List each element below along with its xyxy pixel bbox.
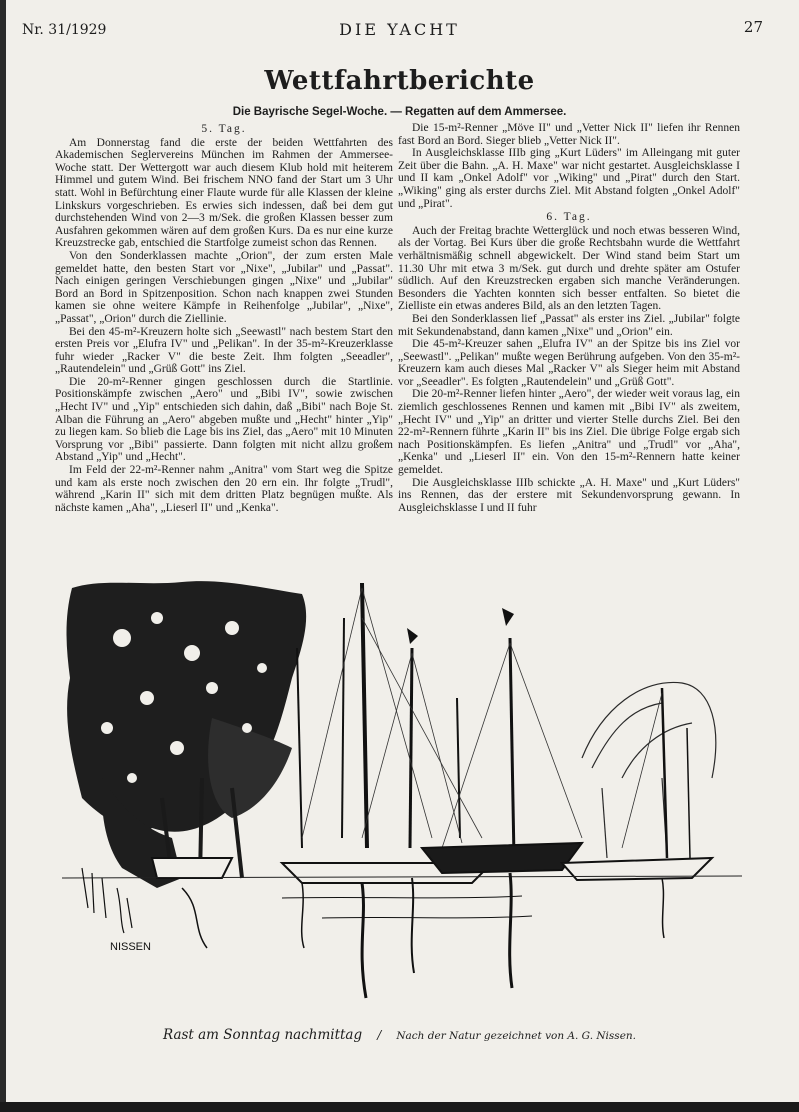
- caption-title: Rast am Sonntag nachmittag: [162, 1027, 363, 1043]
- paragraph: Die 20-m²-Renner gingen geschlossen durch die Startlinie. Positionskämpfe zwischen „Aero" und „Bibi IV", sowie zwischen „Hecht IV" und „Yip" entschieden sich dahin, daß „Bibi" nach Boje St. Alban die Führung an „Aero" abgeben mußte und „Hecht" hinter „Yip" zu liegen kam. So blieb die Lage bis ins Ziel, das „Aero" mit 10 Minuten Vorsprung vor „Bibi" passierte. Dann folgten mit nicht allzu großem Abstand „Yip" und „Hecht".: [55, 375, 393, 464]
- tree-foliage: [67, 581, 307, 888]
- paragraph: Die 20-m²-Renner liefen hinter „Aero", der wieder weit voraus lag, ein ziemlich geschlossenes Rennen und kamen mit „Bibi IV" als zweitem, „Hecht IV" und „Yip" an dritter und vierter Stelle durchs Ziel. Bei den 22-m²-Rennern führte „Karin II" bis ins Ziel. Die übrige Folge ergab sich nach Positionskämpfen. Es liefen „Anitra" und „Trudl" vor „Aha", „Kenka" und „Lieserl II" ein. Von den 15-m²-Rennern hatte keiner gemeldet.: [398, 388, 740, 477]
- paragraph: In Ausgleichsklasse IIIb ging „Kurt Lüders" im Alleingang mit guter Zeit über die Bahn. „A. H. Maxe" war nicht gestartet. Ausgleichsklasse I und II kam „Onkel Adolf" vor „Wiking" und „Pirat" durch den Start. „Wiking" ging als erster durchs Ziel. Mit Abstand folgten „Onkel Adolf" und „Pirat".: [398, 147, 740, 210]
- masts: [297, 583, 690, 858]
- paragraph: Bei den Sonderklassen lief „Passat" als erster ins Ziel. „Jubilar" folgte mit Sekundenabstand, dann kamen „Nixe" und „Orion" ein.: [398, 312, 740, 338]
- paragraph: Von den Sonderklassen machte „Orion", der zum ersten Male gemeldet hatte, den besten Start vor „Nixe", „Jubilar" und „Passat". Nach einigen geringen Verschiebungen gingen „Nixe" und „Jubilar" Bord an Bord in Spitzenposition. Schon nach knappen zwei Stunden kamen sie ohne weitere Kämpfe in Reihenfolge „Jubilar", „Nixe", „Passat", „Orion" durch die Ziellinie.: [55, 249, 393, 325]
- day-heading: 6. Tag.: [546, 211, 592, 224]
- scan-edge-left: [0, 0, 6, 1112]
- scan-edge-bottom: [0, 1102, 799, 1112]
- background-trees: [582, 682, 716, 858]
- water-reflections: [182, 873, 664, 998]
- illustration-caption: [0, 1024, 799, 1043]
- paragraph: Auch der Freitag brachte Wetterglück und noch etwas besseren Wind, als der Vortag. Bei Kurs über die große Rechtsbahn wurde die Wettfahrt verhältnismäßig schnell abgewickelt. Der Wind stand beim Start um 11.30 Uhr mit etwa 3 m/Sek. gut durch und drehte später am Ostufer südlich. Auf den Kreuzstrecken ergaben sich manche Veränderungen. Besonders die Yachten konnten sich besser entfalten. So bietet die Zielliste ein etwas anderes Bild, als an den letzten Tagen.: [398, 224, 740, 313]
- day-heading: 5. Tag.: [201, 123, 247, 135]
- paragraph: Die 15-m²-Renner „Möve II" und „Vetter Nick II" liefen ihr Rennen fast Bord an Bord. Sieger blieb „Vetter Nick II".: [398, 122, 740, 147]
- caption-separator: /: [377, 1028, 382, 1042]
- right-text-column: [398, 122, 740, 552]
- paragraph: Im Feld der 22-m²-Renner nahm „Anitra" vom Start weg die Spitze und kam als erste noch zwischen den 20 ern ein. Ihr folgte „Trudl", während „Karin II" sich mit dem dritten Platz begnügen mußte. Als nächste kamen „Aha", „Lieserl II" und „Kenka".: [55, 464, 393, 514]
- sailboat-illustration: [62, 578, 742, 1018]
- page-number: 27: [743, 18, 763, 36]
- paragraph: Am Donnerstag fand die erste der beiden Wettfahrten des Akademischen Seglervereins München im Rahmen der Ammersee-Woche statt. Der Wettergott war auch diesem Klub hold mit heiterem Himmel und gutem Wind. Bei frischem NNO fand der Start um 3 Uhr statt. Wohl in Befürchtung einer Flaute wurde für alle Klassen der kleine Linkskurs vorgeschrieben. Es erwies sich indessen, daß bei dem gut durchstehenden Wind von 2—3 m/Sek. die großen Klassen besser zum Ausfahren gekommen wären auf dem großen Kurs. Da es nur eine kurze Kreuzstrecke gab, entschied die Startfolge zumeist schon das Rennen.: [55, 136, 393, 250]
- artist-signature: NISSEN: [110, 941, 151, 953]
- caption-credit: Nach der Natur gezeichnet von A. G. Nissen.: [396, 1030, 637, 1042]
- flags: [407, 608, 514, 644]
- left-text-column: [55, 122, 393, 552]
- paragraph: Die Ausgleichsklasse IIIb schickte „A. H. Maxe" und „Kurt Lüders" ins Rennen, das der erstere mit Sekundenvorsprung gewann. In Ausgleichsklasse I und II fuhr: [398, 476, 740, 514]
- article-subtitle: Die Bayrische Segel-Woche. — Regatten auf dem Ammersee.: [232, 106, 567, 118]
- magazine-name: DIE YACHT: [339, 20, 460, 39]
- rigging: [302, 588, 662, 848]
- paragraph: Die 45-m²-Kreuzer sahen „Elufra IV" an der Spitze bis ins Ziel vor „Seewastl". „Pelikan" mußte wegen Berührung aufgeben. Von den 35-m²-Kreuzern kam auch dieses Mal „Racker V" als Sieger heim mit Abstand vor „Seeadler". Es folgten „Rautendelein" und „Grüß Gott".: [398, 338, 740, 388]
- issue-number: Nr. 31/1929: [22, 22, 107, 38]
- paragraph: Bei den 45-m²-Kreuzern holte sich „Seewastl" nach bestem Start den ersten Preis vor „Elufra IV" und „Pelikan". In der 35-m²-Kreuzerklasse fuhr wieder „Racker V" die beste Zeit. Ihm folgten „Seeadler", „Rautendelein" und „Grüß Gott" ins Ziel.: [55, 325, 393, 376]
- running-head: [0, 18, 799, 42]
- article-title: Wettfahrtberichte: [264, 66, 535, 96]
